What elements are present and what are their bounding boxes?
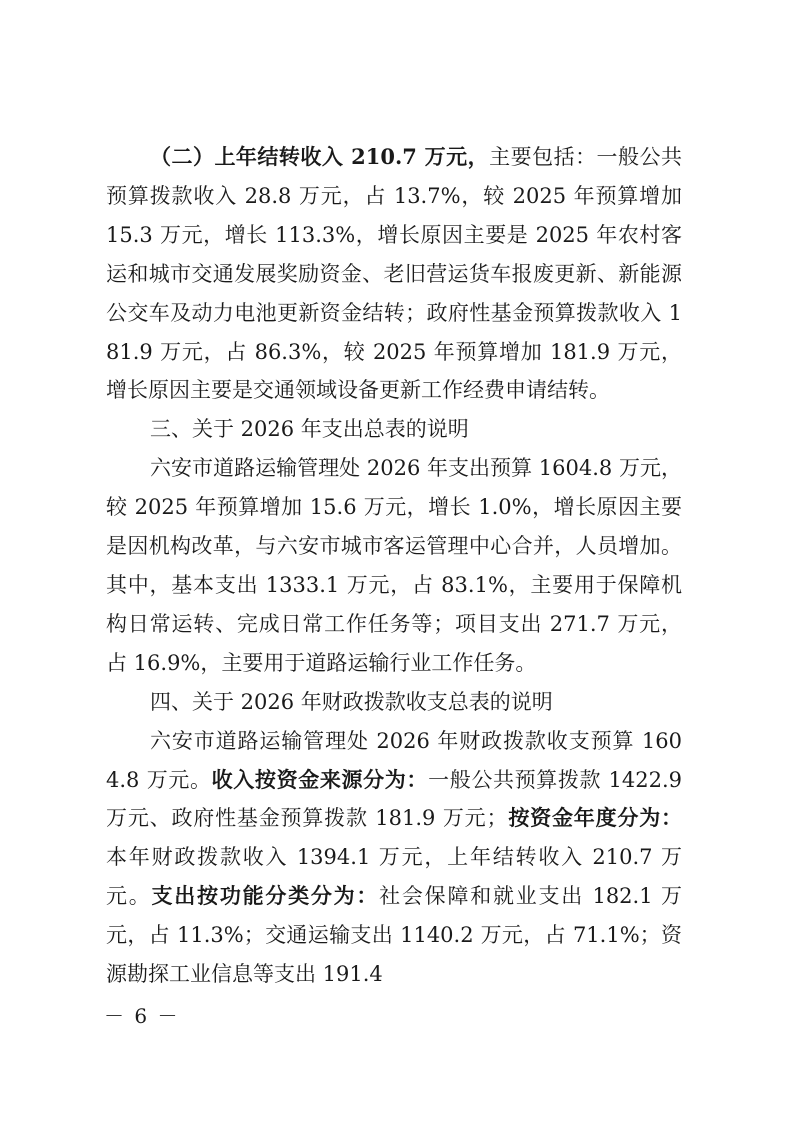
section-heading-expenditure: 三、关于 2026 年支出总表的说明 <box>150 417 469 442</box>
page-number: － 6 － <box>104 1004 180 1028</box>
body-text <box>106 138 682 994</box>
bold-phrase-fund-year: 按资金年度分为： <box>507 805 683 831</box>
bold-phrase-function-class: 支出按功能分类分为： <box>151 883 380 909</box>
paragraph-prior-year-carryover <box>106 138 682 410</box>
section-heading-fiscal-appropriation: 四、关于 2026 年财政拨款收支总表的说明 <box>150 689 553 714</box>
paragraph-text: 六安市道路运输管理处 2026 年财政拨款收支预算 1604.8 万元。 <box>106 728 682 792</box>
paragraph-text: 一般公共预算拨款 1422.9 万元、政府性基金预算拨款 181.9 万元； <box>106 767 682 831</box>
paragraph-lead-bold: （二）上年结转收入 210.7 万元， <box>150 144 490 169</box>
paragraph-text: 本年财政拨款收入 1394.1 万元，上年结转收入 210.7 万元。 <box>106 845 682 909</box>
bold-phrase-funding-source: 收入按资金来源分为： <box>211 766 429 792</box>
paragraph-text: 社会保障和就业支出 182.1 万元，占 11.3%；交通运输支出 1140.2 万元，占 71.1%；资源勘探工业信息等支出 191.4 <box>106 884 683 987</box>
paragraph-fiscal-appropriation <box>106 722 682 994</box>
paragraph-expenditure: 六安市道路运输管理处 2026 年支出预算 1604.8 万元，较 2025 年预算增加 15.6 万元，增长 1.0%，增长原因主要是因机构改革，与六安市城市客运管理中心合并，人员增加。其中，基本支出 1333.1 万元，占 83.1%，主要用于保障机构日常运转、完成日常工作任务等；项目支出 271.7 万元，占 16.9%，主要用于道路运输行业工作任务。 <box>106 456 682 675</box>
paragraph-text: 主要包括：一般公共预算拨款收入 28.8 万元，占 13.7%，较 2025 年预算增加 15.3 万元，增长 113.3%，增长原因主要是 2025 年农村客运和城市交通发展奖励资金、老旧营运货车报废更新、新能源公交车及动力电池更新资金结转；政府性基金预算拨款收入 181.9 万元，占 86.3%，较 2025 年预算增加 181.9 万元，增长原因主要是交通领域设备更新工作经费申请结转。 <box>106 145 682 403</box>
